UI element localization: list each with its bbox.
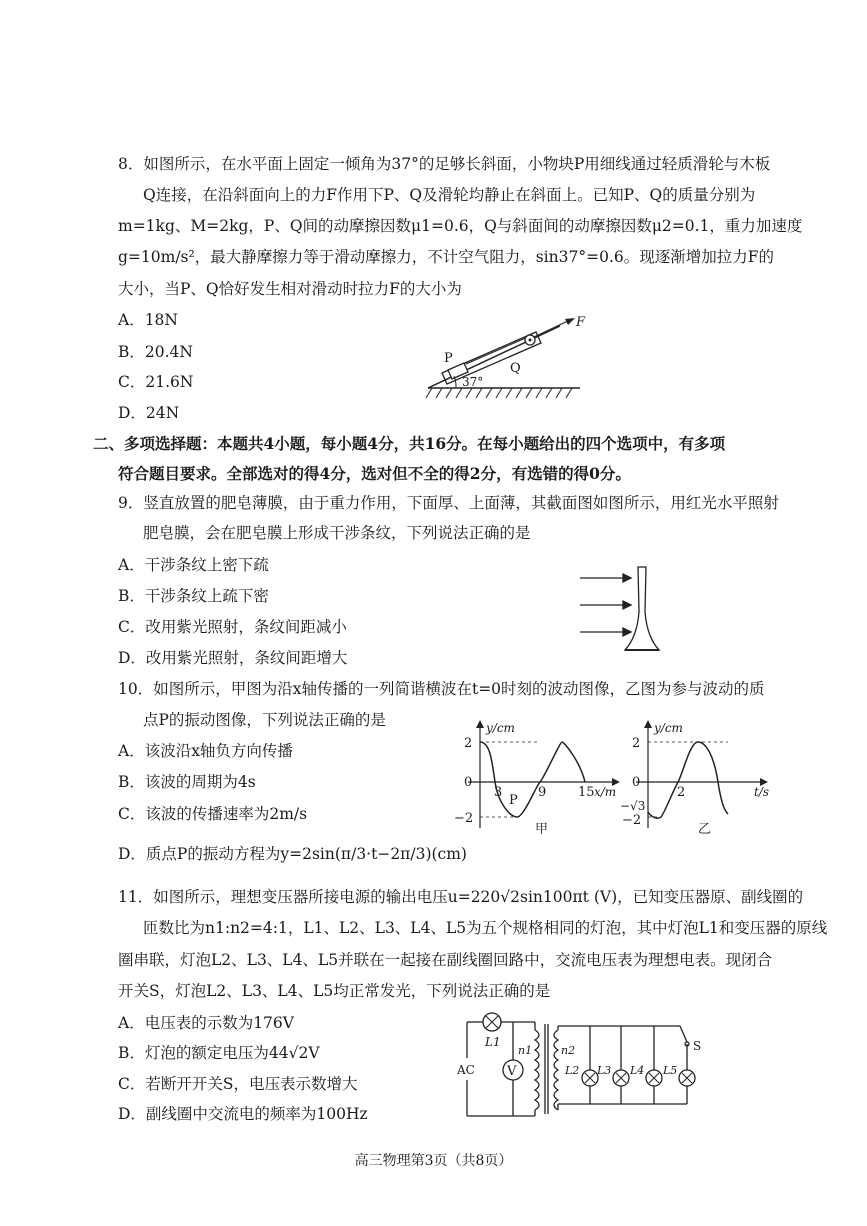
label-l1: L1 [485,1035,501,1049]
q9-soap-film-figure [575,562,685,662]
label-l5: L5 [663,1064,678,1077]
q8-line-1: 8．如图所示，在水平面上固定一倾角为37°的足够长斜面，小物块P用细线通过轻质滑轮与木板 [118,155,771,173]
graph-b-xlabel: t/s [754,785,770,799]
q9-line-2: 肥皂膜，会在肥皂膜上形成干涉条纹，下列说法正确的是 [143,524,531,542]
q10-graph-a [450,716,625,841]
graph-a-caption: 甲 [535,822,549,837]
lamp-l5-icon [679,1070,695,1086]
graph-b-origin: 0 [632,775,641,790]
q8-option-c: C．21.6N [118,373,194,391]
q11-option-a: A．电压表的示数为176V [118,1014,294,1032]
graph-b-ylabel: y/cm [654,721,683,735]
angle-label: 37° [462,375,484,389]
q8-option-d: D．24N [118,404,180,422]
page-footer: 高三物理第3页（共8页） [354,1153,513,1169]
lamp-l2-icon [582,1070,598,1086]
label-l4: L4 [630,1064,645,1077]
q10-option-d: D．质点P的振动方程为y=2sin(π/3·t−2π/3)(cm) [118,845,467,863]
graph-a-origin: 0 [464,775,473,790]
q11-circuit-figure [455,1010,705,1125]
q9-option-b: B．干涉条纹上疏下密 [118,587,269,605]
wave-curve [480,742,585,817]
graph-b-ymark: −√3 [620,799,646,813]
vibration-curve [648,742,728,818]
q9-option-a: A．干涉条纹上密下疏 [118,556,269,574]
q9-line-1: 9．竖直放置的肥皂薄膜，由于重力作用，下面厚、上面薄，其截面图如图所示，用红光水平照射 [118,494,779,512]
q8-incline-figure [420,306,600,406]
q10-option-b: B．该波的周期为4s [118,773,256,791]
graph-a-ylabel: y/cm [486,721,515,735]
graph-b-ymin: −2 [622,813,642,828]
graph-b-caption: 乙 [698,822,712,837]
q9-option-c: C．改用紫光照射，条纹间距减小 [118,618,347,636]
q8-line-2: Q连接，在沿斜面向上的力F作用下P、Q及滑轮均静止在斜面上。已知P、Q的质量分别为 [143,186,756,204]
p-label: P [444,351,453,366]
graph-a-xlabel: x/m [594,785,617,799]
lamp-l4-icon [646,1070,662,1086]
q8-option-a: A．18N [118,311,178,329]
q11-option-b: B．灯泡的额定电压为44√2V [118,1044,320,1062]
soap-film-shape [625,567,659,650]
q10-option-c: C．该波的传播速率为2m/s [118,805,308,823]
label-n1: n1 [518,1044,533,1057]
section2-line-2: 符合题目要求。全部选对的得4分，选对但不全的得2分，有选错的得0分。 [118,464,631,483]
graph-b-ymax: 2 [632,736,641,751]
graph-a-point-p: P [509,793,518,808]
q10-line-2: 点P的振动图像，下列说法正确的是 [143,711,386,729]
q11-line-3: 圈串联，灯泡L2、L3、L4、L5并联在一起接在副线圈回路中，交流电压表为理想电表。现闭合 [118,951,773,969]
q10-option-a: A．该波沿x轴负方向传播 [118,742,293,760]
force-label: F [576,315,586,330]
q8-option-b: B．20.4N [118,343,193,361]
q11-option-d: D．副线圈中交流电的频率为100Hz [118,1105,368,1123]
label-ac: AC [457,1063,475,1077]
label-l2: L2 [565,1064,580,1077]
graph-b-tick-2: 2 [677,785,686,800]
q11-line-1: 11．如图所示，理想变压器所接电源的输出电压u=220√2sin100πt (V)，已知变压器原、副线圈的 [118,888,804,906]
graph-a-tick-3: 3 [494,785,503,800]
label-switch: S [693,1039,702,1053]
q10-graph-b [618,716,778,841]
q-label: Q [510,361,521,376]
graph-a-ymax: 2 [464,736,473,751]
voltmeter-icon [503,1060,523,1080]
label-n2: n2 [561,1044,576,1057]
svg-text:V: V [507,1064,517,1079]
q8-line-5: 大小，当P、Q恰好发生相对滑动时拉力F的大小为 [118,280,462,298]
q11-line-2: 匝数比为n1:n2=4:1，L1、L2、L3、L4、L5为五个规格相同的灯泡，其中灯泡L1和变压器的原线 [143,919,828,937]
graph-a-tick-15: 15 [578,785,595,800]
lamp-l1-icon [483,1013,501,1031]
lamp-l3-icon [613,1070,629,1086]
graph-a-tick-9: 9 [538,785,547,800]
q10-line-1: 10．如图所示，甲图为沿x轴传播的一列简谐横波在t=0时刻的波动图像，乙图为参与波动的质 [118,680,765,698]
label-l3: L3 [597,1064,612,1077]
section2-line-1: 二、多项选择题：本题共4小题，每小题4分，共16分。在每小题给出的四个选项中，有多项 [93,434,726,453]
q9-option-d: D．改用紫光照射，条纹间距增大 [118,649,348,667]
q11-line-4: 开关S，灯泡L2、L3、L4、L5均正常发光，下列说法正确的是 [118,982,551,1000]
q8-line-4: g=10m/s²，最大静摩擦力等于滑动摩擦力，不计空气阻力，sin37°=0.6。现逐渐增加拉力F的 [118,248,774,266]
q8-line-3: m=1kg、M=2kg，P、Q间的动摩擦因数μ1=0.6，Q与斜面间的动摩擦因数μ2=0.1，重力加速度 [118,217,803,235]
q11-option-c: C．若断开开关S，电压表示数增大 [118,1075,358,1093]
graph-a-ymin: −2 [454,811,474,826]
